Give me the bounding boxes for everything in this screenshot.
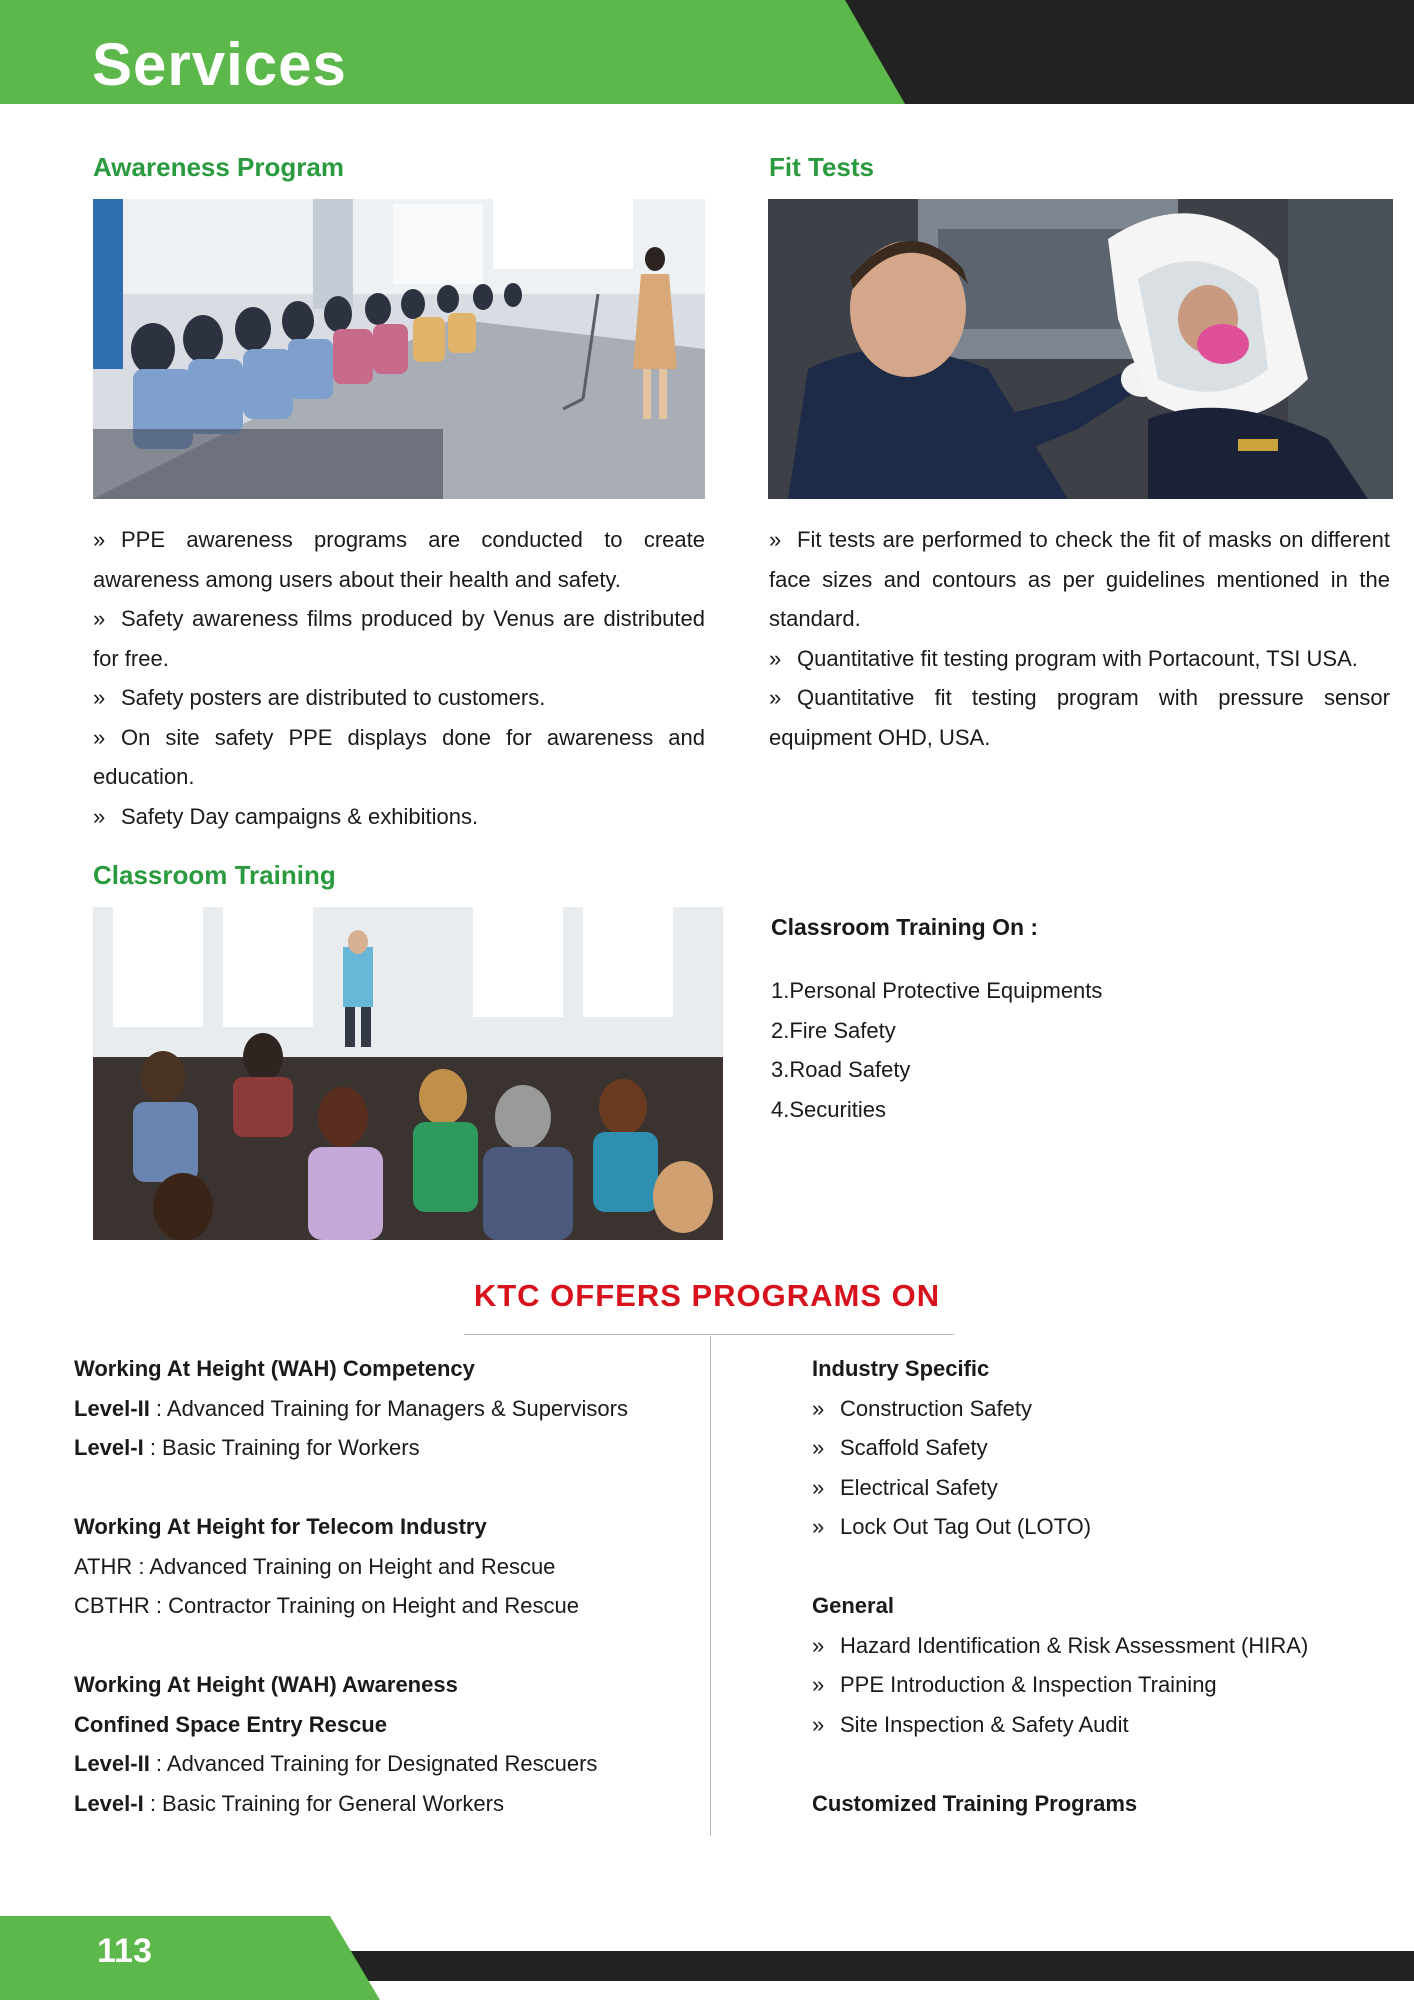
wah-level-2: Level-II : Advanced Training for Managers & Supervisors <box>74 1395 628 1421</box>
awareness-bullet: » Safety awareness films produced by Venus are distributed for free. <box>93 599 705 678</box>
fit-tests-photo <box>768 199 1393 499</box>
wah-awareness-heading: Working At Height (WAH) Awareness <box>74 1672 458 1697</box>
classroom-photo <box>93 907 723 1240</box>
list-item: » PPE Introduction & Inspection Training <box>812 1665 1392 1705</box>
bullet-glyph: » <box>812 1632 825 1658</box>
bullet-glyph: » <box>93 685 106 710</box>
bullet-glyph: » <box>812 1395 825 1421</box>
ktc-divider <box>464 1334 954 1335</box>
bullet-glyph: » <box>812 1711 825 1737</box>
athr-item: ATHR : Advanced Training on Height and Rescue <box>74 1553 556 1579</box>
fit-tests-bullet: » Quantitative fit testing program with pressure sensor equipment OHD, USA. <box>769 678 1390 757</box>
bullet-glyph: » <box>812 1672 825 1697</box>
fit-tests-bullet: » Quantitative fit testing program with Portacount, TSI USA. <box>769 639 1390 679</box>
classroom-heading: Classroom Training <box>93 860 336 890</box>
cbthr-item: CBTHR : Contractor Training on Height and Rescue <box>74 1593 580 1618</box>
column-divider <box>710 1336 711 1836</box>
footer-green-band <box>0 1916 380 2000</box>
bullet-glyph: » <box>93 527 106 552</box>
bullet-glyph: » <box>93 724 106 750</box>
ktc-right-column <box>812 1349 1392 1823</box>
bullet-glyph: » <box>769 527 782 552</box>
page-number: 113 <box>97 1932 152 1970</box>
page-title: Services <box>92 31 347 98</box>
awareness-bullet: » On site safety PPE displays done for awareness and education. <box>93 718 705 797</box>
classroom-list <box>771 971 1102 1129</box>
bullet-glyph: » <box>769 645 782 671</box>
footer-dark-band <box>350 1951 1414 1981</box>
list-item: » Hazard Identification & Risk Assessment (HIRA) <box>812 1626 1392 1666</box>
confined-level-2: Level-II : Advanced Training for Designated Rescuers <box>74 1751 598 1776</box>
confined-level-1: Level-I : Basic Training for General Workers <box>74 1790 504 1816</box>
ktc-left-column <box>74 1349 694 1823</box>
bullet-glyph: » <box>812 1514 825 1539</box>
customized-programs: Customized Training Programs <box>812 1790 1138 1816</box>
list-item: 1.Personal Protective Equipments <box>771 978 1103 1003</box>
fit-tests-heading: Fit Tests <box>769 152 874 182</box>
awareness-bullets <box>93 520 705 836</box>
list-item: » Lock Out Tag Out (LOTO) <box>812 1507 1392 1547</box>
bullet-glyph: » <box>769 685 782 710</box>
confined-space-heading: Confined Space Entry Rescue <box>74 1711 387 1737</box>
list-item: » Electrical Safety <box>812 1468 1392 1508</box>
ktc-title: KTC OFFERS PROGRAMS ON <box>473 1278 941 1313</box>
list-item: » Scaffold Safety <box>812 1428 1392 1468</box>
general-heading: General <box>812 1593 894 1618</box>
classroom-subheading: Classroom Training On : <box>771 914 1039 940</box>
list-item: 3.Road Safety <box>771 1057 911 1082</box>
awareness-bullet: » Safety Day campaigns & exhibitions. <box>93 797 705 837</box>
telecom-heading: Working At Height for Telecom Industry <box>74 1514 487 1539</box>
wah-level-1: Level-I : Basic Training for Workers <box>74 1435 420 1460</box>
awareness-bullet: » Safety posters are distributed to customers. <box>93 678 705 718</box>
list-item: » Site Inspection & Safety Audit <box>812 1705 1392 1745</box>
bullet-glyph: » <box>93 803 106 829</box>
awareness-photo <box>93 199 705 499</box>
wah-competency-heading: Working At Height (WAH) Competency <box>74 1356 475 1381</box>
awareness-heading: Awareness Program <box>93 152 344 182</box>
list-item: 4.Securities <box>771 1096 886 1122</box>
fit-tests-bullet: » Fit tests are performed to check the fit of masks on different face sizes and contours as per guidelines mentioned in the standard. <box>769 520 1390 639</box>
fit-tests-bullets <box>769 520 1390 757</box>
awareness-bullet: » PPE awareness programs are conducted to create awareness among users about their health and safety. <box>93 520 705 599</box>
bullet-glyph: » <box>812 1435 825 1460</box>
list-item: 2.Fire Safety <box>771 1017 896 1043</box>
industry-specific-heading: Industry Specific <box>812 1356 990 1381</box>
bullet-glyph: » <box>93 606 106 631</box>
list-item: » Construction Safety <box>812 1389 1392 1429</box>
bullet-glyph: » <box>812 1474 825 1500</box>
